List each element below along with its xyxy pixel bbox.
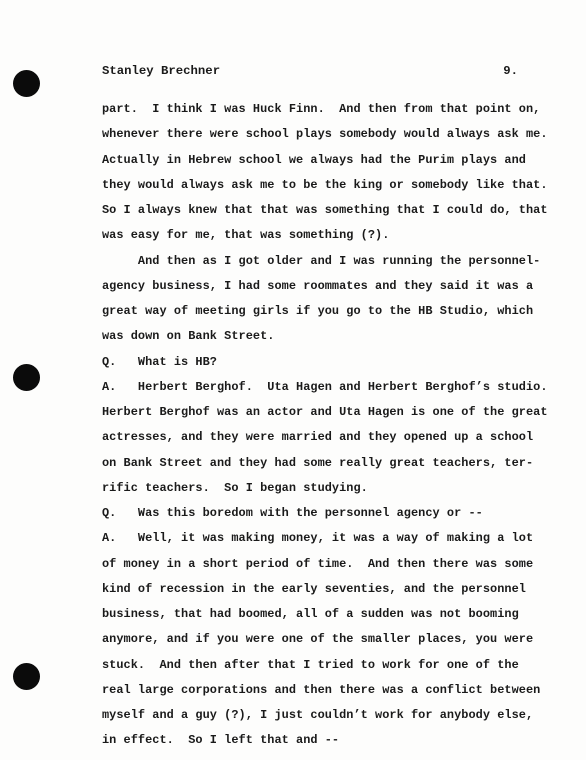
- text-line: was down on Bank Street.: [102, 329, 275, 344]
- text-line: And then as I got older and I was running the personnel-: [102, 253, 541, 268]
- text-line: part. I think I was Huck Finn. And then from that point on,: [102, 102, 541, 116]
- text-line: rific teachers. So I began studying.: [102, 480, 368, 495]
- text-line: business, that had boomed, all of a sudden was not booming: [102, 607, 519, 621]
- text-line: kind of recession in the early seventies, and the personnel: [102, 581, 526, 596]
- question-line: Q. Was this boredom with the personnel agency or --: [102, 506, 483, 520]
- question-line: Q. What is HB?: [102, 354, 217, 369]
- text-line: Actually in Hebrew school we always had the Purim plays and: [102, 152, 526, 167]
- answer-line: A. Well, it was making money, it was a way of making a lot: [102, 531, 534, 546]
- text-line: So I always knew that that was something that I could do, that: [102, 203, 548, 217]
- text-line: Herbert Berghof was an actor and Uta Hagen is one of the great: [102, 405, 548, 419]
- text-line: whenever there were school plays somebody would always ask me.: [102, 127, 548, 142]
- binder-hole-middle: [13, 364, 40, 391]
- transcript-body: [102, 97, 548, 754]
- text-line: in effect. So I left that and --: [102, 733, 340, 748]
- header-name: Stanley Brechner: [102, 64, 221, 78]
- text-line: great way of meeting girls if you go to the HB Studio, which: [102, 304, 534, 318]
- text-line: myself and a guy (?), I just couldn’t work for anybody else,: [102, 708, 534, 722]
- text-line: of money in a short period of time. And then there was some: [102, 556, 534, 571]
- text-line: stuck. And then after that I tried to work for one of the: [102, 657, 519, 672]
- page-header: [102, 64, 518, 82]
- binder-hole-bottom: [13, 663, 40, 690]
- text-line: agency business, I had some roommates and they said it was a: [102, 278, 534, 293]
- text-line: on Bank Street and they had some really great teachers, ter-: [102, 455, 534, 470]
- text-line: anymore, and if you were one of the smaller places, you were: [102, 632, 534, 647]
- text-line: they would always ask me to be the king or somebody like that.: [102, 177, 548, 192]
- text-line: real large corporations and then there was a conflict between: [102, 682, 541, 697]
- text-line: actresses, and they were married and they opened up a school: [102, 430, 534, 445]
- binder-hole-top: [13, 70, 40, 97]
- text-line: was easy for me, that was something (?).: [102, 228, 390, 243]
- page-number: 9.: [503, 64, 518, 78]
- answer-line: A. Herbert Berghof. Uta Hagen and Herbert Berghof’s studio.: [102, 379, 548, 394]
